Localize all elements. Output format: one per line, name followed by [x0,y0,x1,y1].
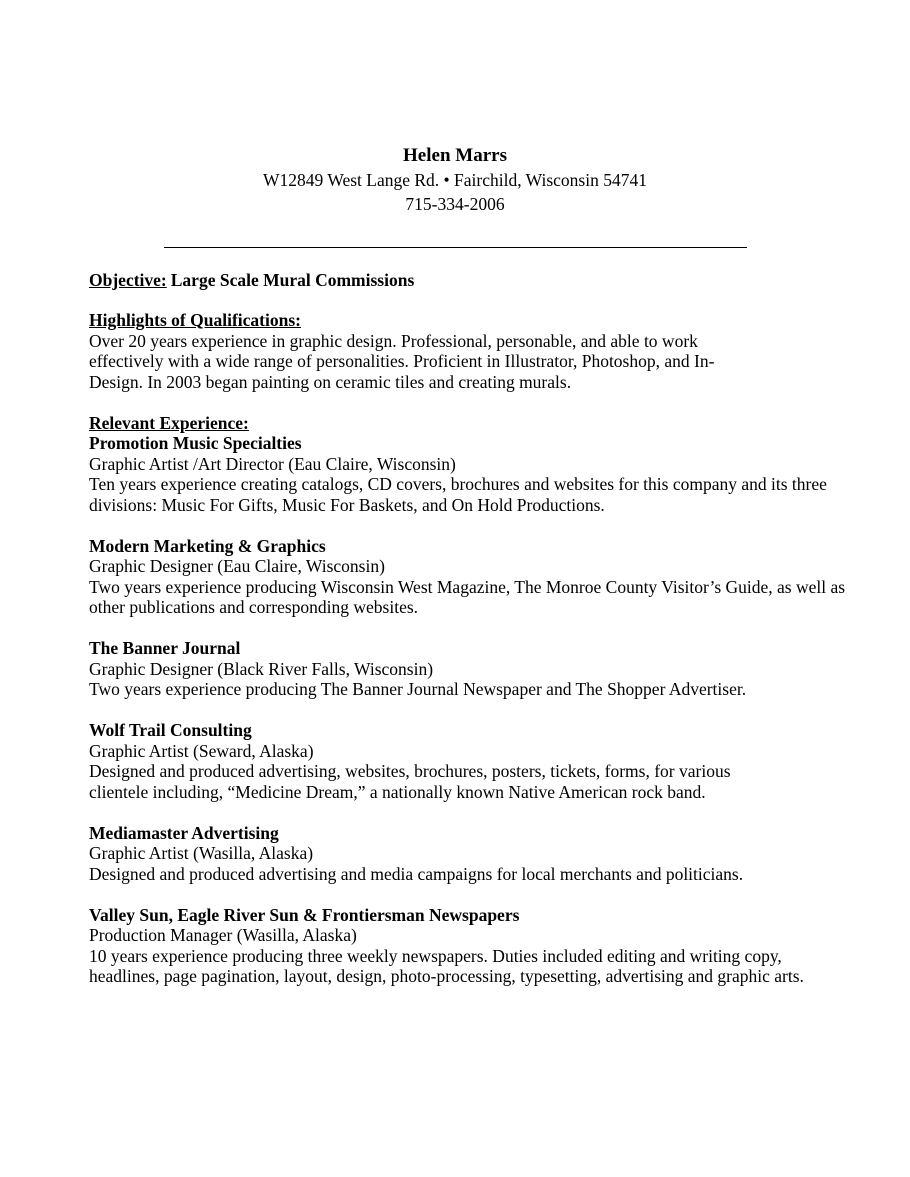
job-company: Modern Marketing & Graphics [89,535,326,556]
job-company: Mediamaster Advertising [89,822,279,843]
job-description: Ten years experience creating catalogs, CD covers, brochures and websites for this company and its three divisions: Music For Gifts, Music For Baskets, and On Hold Productions. [89,474,827,515]
highlights-section [89,310,849,392]
job-entry [89,638,849,700]
applicant-name: Helen Marrs [403,145,507,166]
job-description: Two years experience producing The Banner Journal Newspaper and The Shopper Advertiser. [89,679,747,699]
phone-line: 715-334-2006 [405,194,505,214]
job-description: 10 years experience producing three weekly newspapers. Duties included editing and writing copy, headlines, page pagination, layout, design, photo-processing, typesetting, advertising and graphic arts. [89,945,804,986]
objective-label: Objective: [89,270,167,290]
job-description: Two years experience producing Wisconsin West Magazine, The Monroe County Visitor’s Guide, as well as other publications and corresponding websites. [89,576,846,617]
job-company: Wolf Trail Consulting [89,720,252,740]
job-description: Designed and produced advertising, websites, brochures, posters, tickets, forms, for various clientele including, “Medicine Dream,” a nationally known Native American rock band. [89,761,731,802]
resume-header [0,144,910,216]
job-company: Promotion Music Specialties [89,433,302,453]
job-title: Graphic Designer (Eau Claire, Wisconsin) [89,556,385,576]
job-title: Production Manager (Wasilla, Alaska) [89,925,357,945]
job-company: Valley Sun, Eagle River Sun & Frontiersman Newspapers [89,904,520,925]
experience-section [89,413,849,987]
job-entry [89,905,849,987]
header-divider [164,247,747,248]
job-entry [89,536,849,618]
resume-body [89,268,849,987]
job-entry [89,720,849,802]
job-entry [89,823,849,885]
job-title: Graphic Artist (Seward, Alaska) [89,740,314,761]
job-title: Graphic Artist /Art Director (Eau Claire, Wisconsin) [89,453,456,474]
job-title: Graphic Designer (Black River Falls, Wisconsin) [89,658,434,679]
highlights-text: Over 20 years experience in graphic design. Professional, personable, and able to work effectively with a wide range of personalities. Proficient in Illustrator, Photoshop, and In-Design. In 2003 began painting on ceramic tiles and creating murals. [89,330,715,392]
address-line: W12849 West Lange Rd. • Fairchild, Wisconsin 54741 [263,170,647,190]
highlights-heading: Highlights of Qualifications: [89,310,301,330]
experience-heading: Relevant Experience: [89,412,249,433]
job-company: The Banner Journal [89,638,241,658]
objective-section [89,268,849,292]
job-title: Graphic Artist (Wasilla, Alaska) [89,843,314,863]
job-description: Designed and produced advertising and media campaigns for local merchants and politicians. [89,863,744,884]
objective-text: Large Scale Mural Commissions [170,270,415,290]
job-entry [89,433,849,515]
